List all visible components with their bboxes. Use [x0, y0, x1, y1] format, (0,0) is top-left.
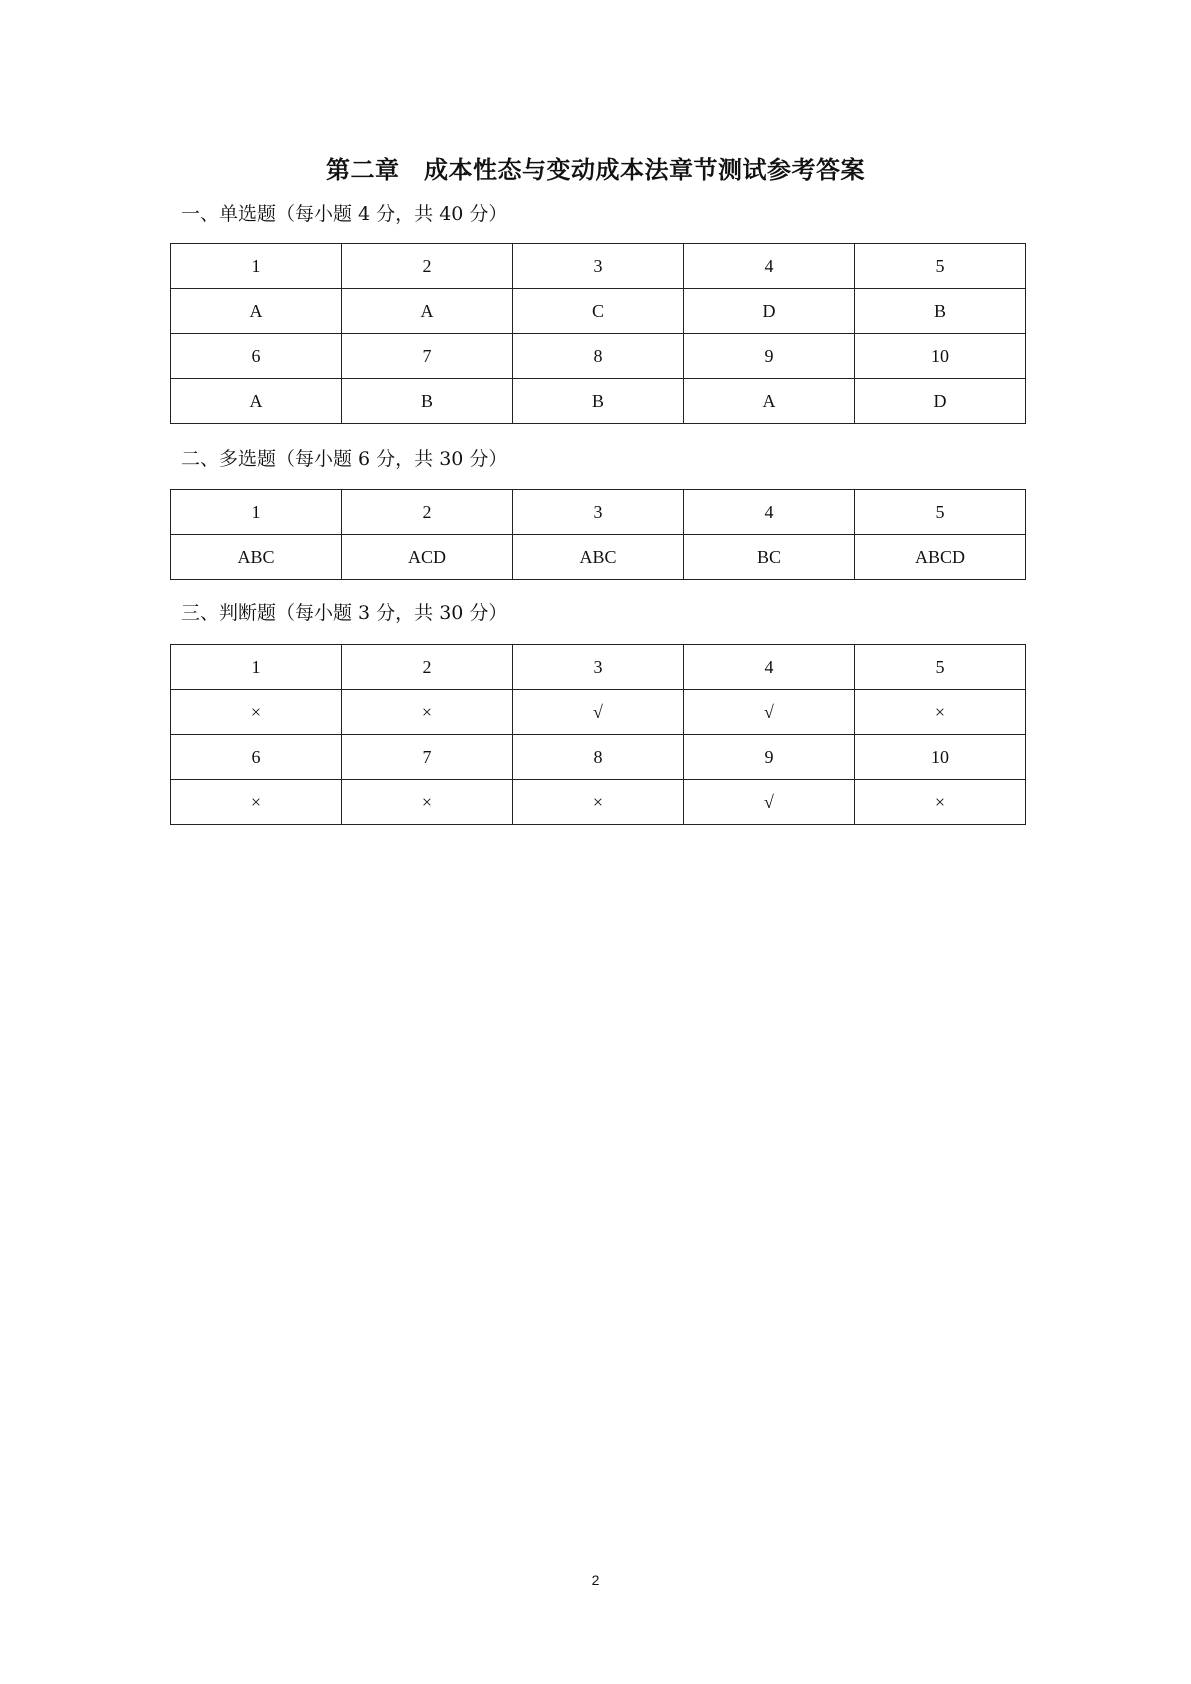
answer-cell: A [684, 379, 855, 424]
table-row [171, 379, 1026, 424]
question-number-cell: 2 [342, 490, 513, 535]
answer-mark-cell: × [342, 690, 513, 735]
question-number-cell: 5 [855, 244, 1026, 289]
true-false-answer-table [170, 644, 1026, 825]
single-choice-answer-table [170, 243, 1026, 424]
question-number-cell: 5 [855, 490, 1026, 535]
table-row [171, 289, 1026, 334]
page-number: 2 [591, 1572, 600, 1588]
page-title: 第二章 成本性态与变动成本法章节测试参考答案 [326, 156, 865, 184]
question-number-cell: 7 [342, 735, 513, 780]
table-row [171, 780, 1026, 825]
question-number-cell: 5 [855, 645, 1026, 690]
answer-cell: A [171, 379, 342, 424]
question-number-cell: 4 [684, 244, 855, 289]
answer-cell: D [855, 379, 1026, 424]
question-number-cell: 4 [684, 645, 855, 690]
question-number-cell: 10 [855, 334, 1026, 379]
answer-cell: C [513, 289, 684, 334]
question-number-cell: 8 [513, 735, 684, 780]
answer-cell: A [171, 289, 342, 334]
question-number-cell: 2 [342, 645, 513, 690]
answer-mark-cell: × [171, 780, 342, 825]
answer-mark-cell: × [513, 780, 684, 825]
question-number-cell: 2 [342, 244, 513, 289]
table-row [171, 690, 1026, 735]
section-heading-true-false: 三、判断题（每小题 3 分，共 30 分） [181, 602, 508, 624]
multiple-choice-answer-table [170, 489, 1026, 580]
table-row [171, 735, 1026, 780]
question-number-cell: 3 [513, 645, 684, 690]
question-number-cell: 3 [513, 490, 684, 535]
answer-mark-cell: × [855, 690, 1026, 735]
question-number-cell: 8 [513, 334, 684, 379]
answer-mark-cell: √ [684, 690, 855, 735]
answer-cell: B [513, 379, 684, 424]
answer-cell: A [342, 289, 513, 334]
answer-cell: B [855, 289, 1026, 334]
table-row [171, 490, 1026, 535]
question-number-cell: 1 [171, 645, 342, 690]
answer-cell: ACD [342, 535, 513, 580]
question-number-cell: 10 [855, 735, 1026, 780]
answer-mark-cell: √ [513, 690, 684, 735]
question-number-cell: 1 [171, 490, 342, 535]
answer-cell: B [342, 379, 513, 424]
answer-mark-cell: × [855, 780, 1026, 825]
answer-cell: ABC [171, 535, 342, 580]
table-row [171, 645, 1026, 690]
answer-mark-cell: × [342, 780, 513, 825]
question-number-cell: 3 [513, 244, 684, 289]
table-row [171, 535, 1026, 580]
answer-cell: ABC [513, 535, 684, 580]
question-number-cell: 1 [171, 244, 342, 289]
answer-cell: ABCD [855, 535, 1026, 580]
question-number-cell: 6 [171, 334, 342, 379]
question-number-cell: 9 [684, 735, 855, 780]
question-number-cell: 6 [171, 735, 342, 780]
answer-mark-cell: × [171, 690, 342, 735]
section-heading-single-choice: 一、单选题（每小题 4 分，共 40 分） [181, 203, 508, 225]
section-heading-multiple-choice: 二、多选题（每小题 6 分，共 30 分） [181, 448, 508, 470]
question-number-cell: 4 [684, 490, 855, 535]
table-row [171, 334, 1026, 379]
question-number-cell: 9 [684, 334, 855, 379]
table-row [171, 244, 1026, 289]
answer-cell: D [684, 289, 855, 334]
answer-mark-cell: √ [684, 780, 855, 825]
answer-cell: BC [684, 535, 855, 580]
question-number-cell: 7 [342, 334, 513, 379]
